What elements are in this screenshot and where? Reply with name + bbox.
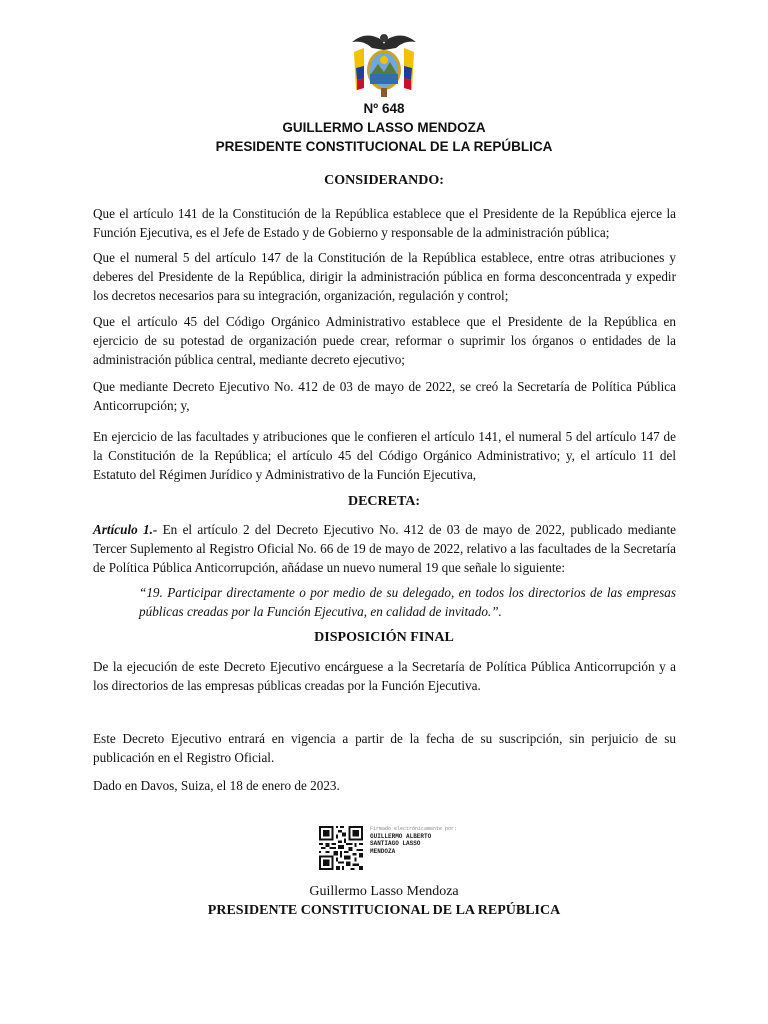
article-1-paragraph [93, 520, 676, 577]
coat-of-arms-icon [348, 28, 420, 100]
stamp-name-line-1: GUILLERMO ALBERTO [370, 833, 432, 841]
article-1-quote: “19. Participar directamente o por medio de su delegado, en todos los directorios de las empresas públicas creadas por la Función Ejecutiva, en calidad de invitado.”. [139, 585, 676, 619]
dado-en-line: Dado en Davos, Suiza, el 18 de enero de 2023. [93, 778, 340, 793]
considerando-paragraph-4: Que mediante Decreto Ejecutivo No. 412 de 03 de mayo de 2022, se creó la Secretaría de Política Pública Anticorrupción; y, [93, 379, 676, 413]
disposicion-paragraph-2: Este Decreto Ejecutivo entrará en vigencia a partir de la fecha de su suscripción, sin perjuicio de su publicación en el Registro Oficial. [93, 731, 676, 765]
considerando-paragraph-1: Que el artículo 141 de la Constitución de la República establece que el Presidente de la República ejerce la Función Ejecutiva, es el Jefe de Estado y de Gobierno y responsable de la administración pública; [93, 206, 676, 240]
article-1-label: Artículo 1.- [93, 522, 158, 537]
signature-stamp-text [370, 826, 466, 855]
considerando-paragraph-3: Que el artículo 45 del Código Orgánico Administrativo establece que el Presidente de la República en ejercicio de su potestad de organización puede crear, reformar o suprimir los órganos o entidades de la administración pública central, mediante decreto ejecutivo; [93, 314, 676, 367]
president-title-heading: PRESIDENTE CONSTITUCIONAL DE LA REPÚBLICA [215, 139, 553, 154]
considerando-paragraph-5: En ejercicio de las facultades y atribuciones que le confieren el artículo 141, el numeral 5 del artículo 147 de la Constitución de la República; el artículo 45 del Código Orgánico Administrativo; y, el artículo 11 del Estatuto del Régimen Jurídico y Administrativo de la Función Ejecutiva, [93, 429, 676, 482]
stamp-name-line-3: MENDOZA [370, 847, 396, 855]
stamp-name-line-2: SANTIAGO LASSO [370, 840, 421, 848]
signatory-name: Guillermo Lasso Mendoza [309, 884, 459, 899]
qr-code-icon [318, 826, 364, 870]
considerando-heading: CONSIDERANDO: [324, 173, 444, 188]
considerando-paragraph-2: Que el numeral 5 del artículo 147 de la Constitución de la República establece, entre otras atribuciones y deberes del Presidente de la República, dirigir la administración pública en forma desconcentrada y expedir los decretos necesarios para su integración, organización, regulación y control; [93, 250, 676, 303]
disposicion-final-heading: DISPOSICIÓN FINAL [314, 630, 454, 645]
electronic-signature-stamp [318, 826, 458, 870]
stamp-caption: Firmado electrónicamente por: [370, 826, 458, 832]
signatory-title: PRESIDENTE CONSTITUCIONAL DE LA REPÚBLICA [207, 903, 561, 918]
decreta-heading: DECRETA: [347, 494, 421, 509]
decree-number: Nº 648 [363, 101, 405, 116]
disposicion-paragraph-1: De la ejecución de este Decreto Ejecutivo encárguese a la Secretaría de Política Pública Anticorrupción y a los directorios de las empresas públicas creadas por la Función Ejecutiva. [93, 659, 676, 693]
president-name-heading: GUILLERMO LASSO MENDOZA [282, 120, 486, 135]
article-1-text: En el artículo 2 del Decreto Ejecutivo No. 412 de 03 de mayo de 2022, publicado mediante Tercer Suplemento al Registro Oficial No. 66 de 19 de mayo de 2022, relativo a las facultades de la Secretaría de Política Pública Anticorrupción, añádase un nuevo numeral 19 que señale lo siguiente: [93, 522, 676, 575]
